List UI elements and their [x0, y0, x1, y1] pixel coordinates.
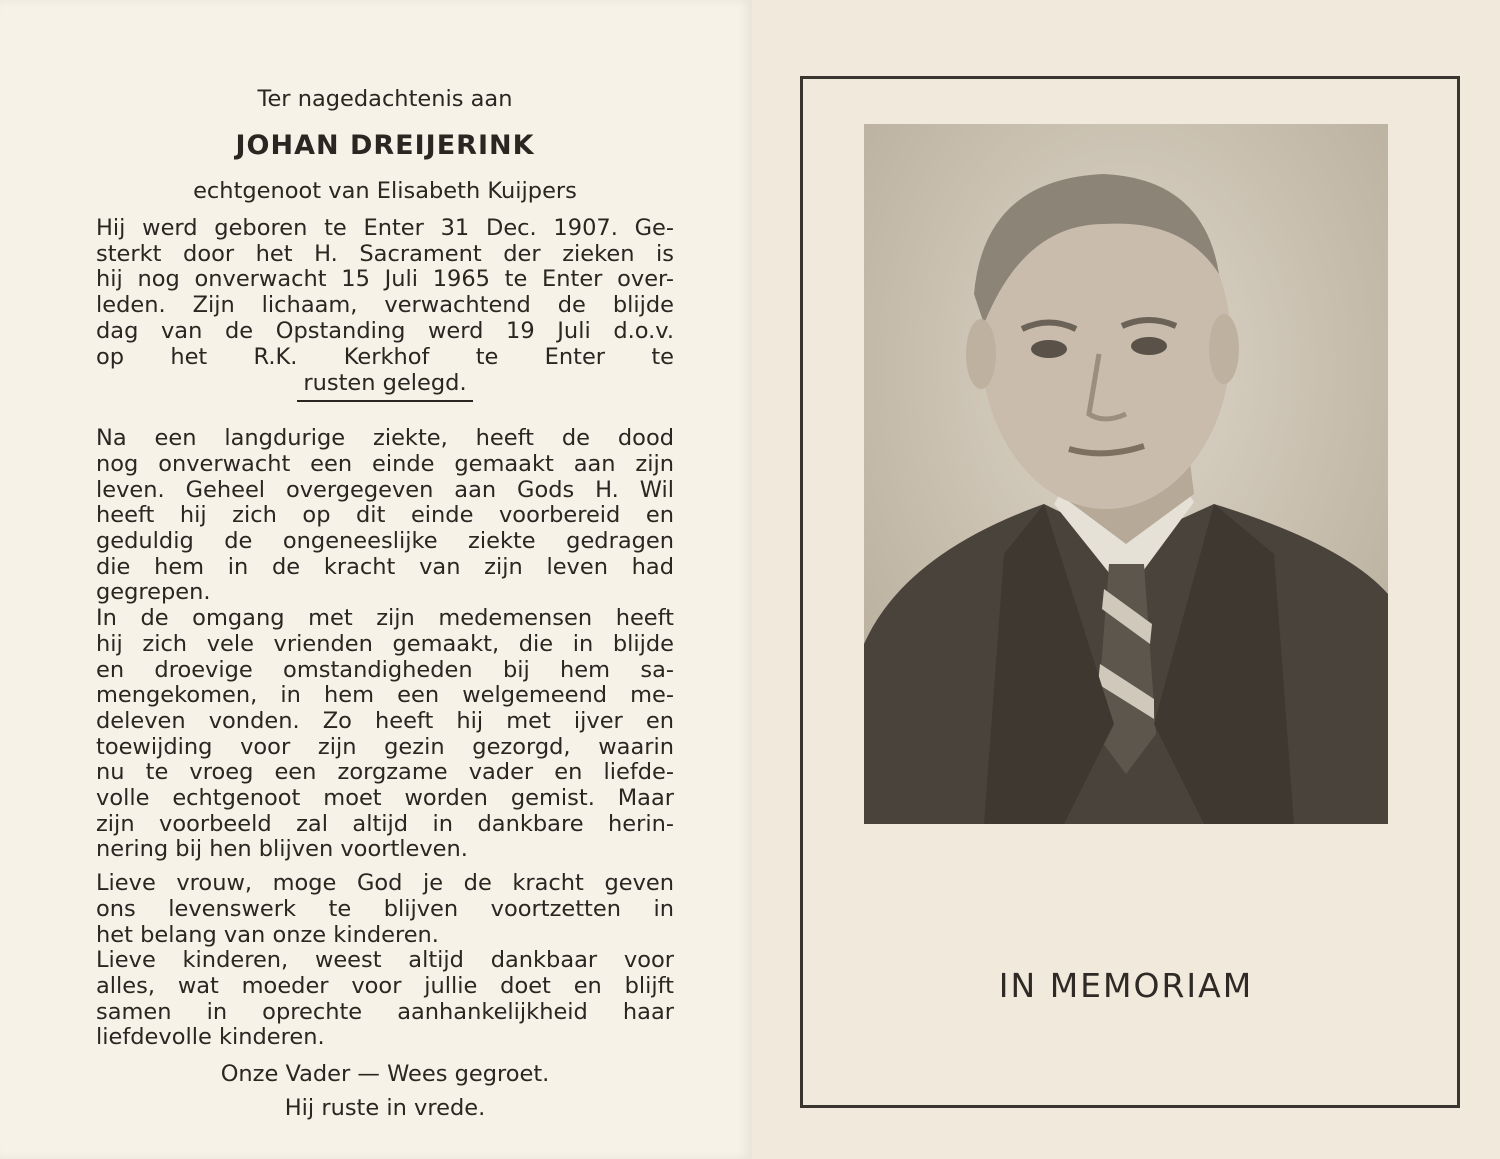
tribute-line: geduldig de ongeneeslijke ziekte gedragen — [96, 528, 674, 555]
bio-line: dag van de Opstanding werd 19 Juli d.o.v. — [96, 317, 674, 344]
farewell-line: liefdevolle kinderen. — [96, 1024, 325, 1051]
tribute-line: volle echtgenoot moet worden gemist. Maar — [96, 785, 674, 812]
tribute-line: nu te vroeg een zorgzame vader en liefde- — [96, 759, 674, 786]
farewell-line: Lieve vrouw, moge God je de kracht geven — [96, 870, 674, 897]
farewell-line: alles, wat moeder voor jullie doet en blijft — [96, 972, 674, 999]
tribute-line: deleven vonden. Zo heeft hij met ijver en — [96, 707, 674, 734]
bio-line: leden. Zijn lichaam, verwachtend de blijde — [96, 292, 674, 319]
bio-line: sterkt door het H. Sacrament der zieken is — [96, 240, 674, 267]
tribute-paragraph — [96, 426, 674, 863]
tribute-line: toewijding voor zijn gezin gezorgd, waarin — [96, 733, 674, 760]
in-memoriam-title: IN MEMORIAM — [998, 966, 1254, 1005]
spouse-line: echtgenoot van Elisabeth Kuijpers — [193, 178, 577, 204]
tribute-line: hij zich vele vrienden gemaakt, die in blijde — [96, 630, 674, 657]
deceased-name: JOHAN DREIJERINK — [235, 130, 535, 161]
right-page — [752, 0, 1500, 1159]
portrait-photo — [864, 124, 1388, 824]
farewell-line: Lieve kinderen, weest altijd dankbaar voor — [96, 947, 674, 974]
prayer-line: Onze Vader — Wees gegroet. — [220, 1061, 550, 1088]
farewell-line: samen in oprechte aanhankelijkheid haar — [96, 998, 674, 1025]
bio-line: op het R.K. Kerkhof te Enter te — [96, 343, 674, 370]
tribute-line: leven. Geheel overgegeven aan Gods H. Wil — [96, 476, 674, 503]
card-text — [96, 84, 674, 1125]
bio-paragraph — [96, 216, 674, 370]
tribute-line: nog onverwacht een einde gemaakt aan zijn — [96, 450, 674, 477]
bio-end-wrap — [96, 370, 674, 402]
tribute-line: nering bij hen blijven voortleven. — [96, 836, 468, 863]
farewell-paragraph — [96, 871, 674, 1051]
portrait-icon — [864, 124, 1388, 824]
tribute-line: In de omgang met zijn medemensen heeft — [96, 605, 674, 632]
tribute-line: mengekomen, in hem een welgemeend me- — [96, 682, 674, 709]
tribute-line: zijn voorbeeld zal altijd in dankbare herin- — [96, 810, 674, 837]
bio-line: Hij werd geboren te Enter 31 Dec. 1907. Ge- — [96, 215, 674, 241]
rest-line: Hij ruste in vrede. — [284, 1095, 486, 1122]
tribute-line: heeft hij zich op dit einde voorbereid en — [96, 502, 674, 529]
tribute-line: gegrepen. — [96, 579, 211, 606]
bio-end: rusten gelegd. — [297, 371, 472, 402]
tribute-line: Na een langdurige ziekte, heeft de dood — [96, 425, 674, 452]
bio-line: hij nog onverwacht 15 Juli 1965 te Enter over- — [96, 266, 674, 293]
intro-line: Ter nagedachtenis aan — [257, 86, 513, 112]
tribute-line: en droevige omstandigheden bij hem sa- — [96, 656, 674, 683]
farewell-line: ons levenswerk te blijven voortzetten in — [96, 895, 674, 922]
tribute-line: die hem in de kracht van zijn leven had — [96, 553, 674, 580]
farewell-line: het belang van onze kinderen. — [96, 921, 439, 948]
